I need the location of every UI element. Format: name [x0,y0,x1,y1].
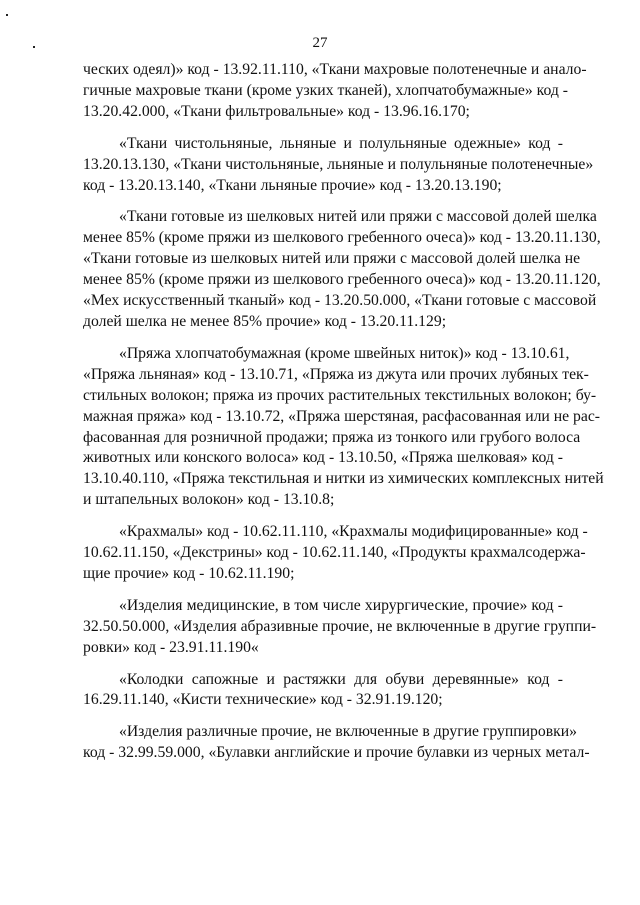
text-line: щие прочие» код - 10.62.11.190; [83,564,295,582]
text-line: мажная пряжа» код - 13.10.72, «Пряжа шерстяная, расфасованная или не рас- [83,407,601,425]
text-line: 13.20.42.000, «Ткани фильтровальные» код - 13.96.16.170; [83,102,470,120]
text-line: код - 32.99.59.000, «Булавки английские и прочие булавки из черных метал- [83,744,590,762]
text-line: «Изделия медицинские, в том числе хирургические, прочие» код - [119,596,563,614]
paragraph [83,522,588,585]
text-line: фасованная для розничной продажи; пряжа из тонкого или грубого волоса [83,428,581,446]
paragraph [83,670,563,712]
text-line: 16.29.11.140, «Кисти технические» код - 32.91.19.120; [83,691,443,709]
paragraph [83,60,587,123]
text-line: «Колодки сапожные и растяжки для обуви деревянные» код - [119,670,563,688]
scan-mark-top [6,14,8,16]
paragraph [83,596,597,659]
paragraph [83,344,604,511]
text-line: 13.20.13.130, «Ткани чистольняные, льняные и полульняные полотенечные» [83,155,594,173]
text-line: код - 13.20.13.140, «Ткани льняные прочие» код - 13.20.13.190; [83,176,502,194]
paragraph [83,722,590,764]
text-line: «Изделия различные прочие, не включенные в другие группировки» [119,723,577,741]
text-line: менее 85% (кроме пряжи из шелкового гребенного очеса)» код - 13.20.11.120, [83,271,601,289]
text-line: «Пряжа льняная» код - 13.10.71, «Пряжа из джута или прочих лубяных тек- [83,365,589,383]
text-line: ровки» код - 23.91.11.190« [83,638,259,656]
page-number: 27 [312,35,328,51]
text-line: животных или конского волоса» код - 13.10.50, «Пряжа шелковая» код - [83,449,563,467]
text-line: «Крахмалы» код - 10.62.11.110, «Крахмалы модифицированные» код - [119,523,588,541]
text-line: менее 85% (кроме пряжи из шелкового гребенного очеса)» код - 13.20.11.130, [83,229,601,247]
text-line: «Пряжа хлопчатобумажная (кроме швейных ниток)» код - 13.10.61, [119,344,570,362]
text-line: «Ткани чистольняные, льняные и полульняные одежные» код - [119,134,563,152]
text-line: 10.62.11.150, «Декстрины» код - 10.62.11.140, «Продукты крахмалсодержа- [83,544,586,562]
text-line: «Мех искусственный тканый» код - 13.20.50.000, «Ткани готовые с массовой [83,292,597,310]
paragraph [83,134,594,197]
paragraph [83,207,601,332]
text-line: долей шелка не менее 85% прочие» код - 13.20.11.129; [83,312,447,330]
text-line: «Ткани готовые из шелковых нитей или пряжи с массовой долей шелка не [83,250,581,268]
text-line: стильных волокон; пряжа из прочих растительных текстильных волокон; бу- [83,386,597,404]
text-line: ческих одеял)» код - 13.92.11.110, «Ткани махровые полотенечные и анало- [83,61,587,78]
text-line: «Ткани готовые из шелковых нитей или пряжи с массовой долей шелка [119,208,597,226]
text-line: и штапельных волокон» код - 13.10.8; [83,491,335,509]
document-body [83,60,604,775]
text-line: 32.50.50.000, «Изделия абразивные прочие, не включенные в другие группи- [83,617,597,635]
text-line: гичные махровые ткани (кроме узких тканей), хлопчатобумажные» код - [83,81,568,99]
text-line: 13.10.40.110, «Пряжа текстильная и нитки из химических комплексных нитей [83,470,604,488]
